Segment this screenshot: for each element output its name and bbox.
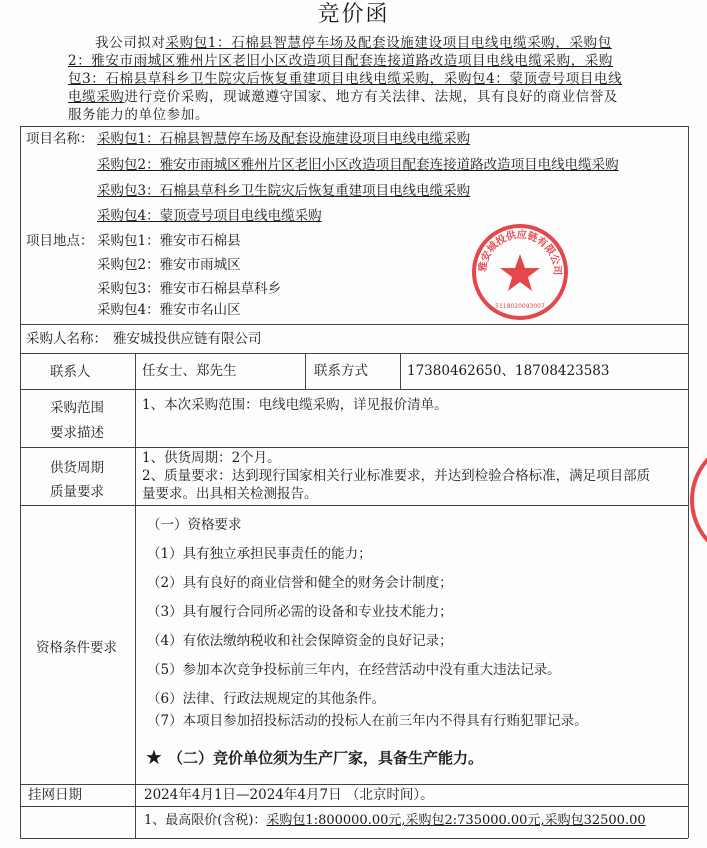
contact-method-value: 17380462650、18708423583: [407, 363, 610, 379]
svg-text:5118020093007: 5118020093007: [495, 303, 545, 310]
qualification-item: （2）具有良好的商业信誉和健全的财务会计制度；: [147, 575, 453, 591]
contact-value: 任女士、郑先生: [142, 363, 237, 379]
row-divider: [20, 838, 688, 839]
qualification-emphasis: （二）竞价单位须为生产厂家，具备生产能力。: [168, 749, 484, 767]
qualification-item: （4）有依法缴纳税收和社会保障资金的良好记录；: [147, 633, 453, 649]
star-icon: ★: [145, 745, 163, 769]
posting-value: 2024年4月1日—2024年4月7日 （北京时间）。: [144, 787, 434, 803]
supply-label: 供货周期: [50, 460, 104, 476]
project-location-label: 项目地点：: [26, 233, 94, 249]
intro-packages: 采购包1：石棉县智慧停车场及配套设施建设项目电线电缆采购，采购包2：雅安市雨城区雅州片区老旧小区改造项目配套连接道路改造项目电线电缆采购，采购包3：石棉县草科乡卫生院灾后恢复重建项目电线电缆采购，采购包4：蒙顶壹号项目电线电缆采购: [68, 35, 623, 105]
seal-text: 雅安城投供应链有限公司: [477, 229, 563, 276]
page-title: 竞价函: [317, 2, 390, 27]
column-divider: [135, 353, 136, 838]
scope-label: 采购范围: [50, 400, 104, 416]
scope-value: 1、本次采购范围：电线电缆采购，详见报价清单。: [142, 397, 448, 413]
contact-method-label: 联系方式: [314, 363, 368, 379]
row-divider: [20, 324, 688, 325]
row-divider: [20, 389, 688, 390]
qualification-label: 资格条件要求: [36, 640, 117, 656]
qualification-item: （7）本项目参加招投标活动的投标人在前三年内不得具有行贿犯罪记录。: [147, 713, 588, 729]
partial-seal: [690, 430, 707, 570]
project-location-1: 采购包1：雅安市石棉县: [97, 233, 241, 249]
purchaser-label: 采购人名称：: [26, 331, 107, 347]
row-divider: [20, 447, 688, 448]
qualification-heading: （一）资格要求: [147, 517, 242, 533]
posting-label: 挂网日期: [28, 787, 82, 803]
project-location-3: 采购包3：雅安市石棉县草科乡: [97, 281, 282, 297]
project-location-4: 采购包4：雅安市名山区: [97, 302, 241, 318]
price-value: 采购包1:800000.00元,采购包2:735000.00元,采购包32500.00: [266, 813, 646, 828]
qualification-item: （1）具有独立承担民事责任的能力；: [147, 546, 372, 562]
project-name-label: 项目名称：: [26, 131, 94, 147]
qualification-item: （3）具有履行合同所必需的设备和专业技术能力；: [147, 604, 453, 620]
row-divider: [20, 353, 688, 354]
supply-line-1: 1、供货周期：2个月。: [142, 450, 281, 466]
qualification-item: （5）参加本次竞争投标前三年内，在经营活动中没有重大违法记录。: [147, 662, 561, 678]
column-divider: [305, 353, 306, 389]
scope-label-2: 要求描述: [50, 425, 104, 441]
project-name-4: 采购包4：蒙顶壹号项目电线电缆采购: [97, 208, 322, 224]
intro-prefix: 我公司拟对: [95, 35, 166, 51]
supply-label-2: 质量要求: [50, 484, 104, 500]
project-location-2: 采购包2：雅安市雨城区: [97, 257, 241, 273]
table-border: [20, 126, 21, 838]
row-divider: [20, 505, 688, 506]
contact-label: 联系人: [50, 364, 91, 380]
row-divider: [20, 806, 688, 807]
supply-line-2: 2、质量要求：达到现行国家相关行业标准要求，并达到检验合格标准，满足项目部质: [142, 468, 651, 484]
price-prefix: 1、最高限价(含税)：: [144, 813, 267, 828]
project-name-2: 采购包2：雅安市雨城区雅州片区老旧小区改造项目配套连接道路改造项目电线电缆采购: [97, 157, 619, 173]
table-border: [20, 126, 688, 127]
purchaser-value: 雅安城投供应链有限公司: [113, 331, 262, 347]
company-seal: [470, 222, 570, 322]
column-divider: [400, 353, 401, 389]
supply-line-3: 量要求。出具相关检测报告。: [142, 486, 318, 502]
intro-suffix: 进行竞价采购，现诚邀遵守国家、地方有关法律、法规，具有良好的商业信誉及服务能力的单位参加。: [68, 89, 618, 123]
qualification-item: （6）法律、行政法规规定的其他条件。: [147, 691, 386, 707]
intro-paragraph: [68, 34, 626, 124]
project-name-1: 采购包1：石棉县智慧停车场及配套设施建设项目电线电缆采购: [97, 131, 471, 147]
price-line: [144, 812, 646, 829]
project-name-3: 采购包3：石棉县草科乡卫生院灾后恢复重建项目电线电缆采购: [97, 183, 471, 199]
table-border: [688, 126, 689, 838]
row-divider: [20, 784, 688, 785]
